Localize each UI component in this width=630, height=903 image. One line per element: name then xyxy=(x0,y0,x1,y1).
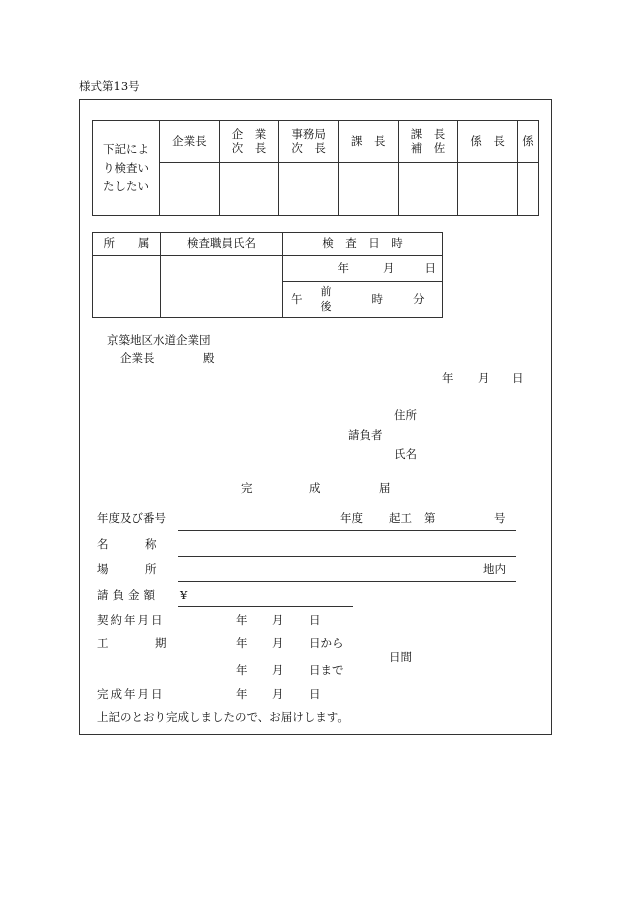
period-days-text: 日間 xyxy=(389,650,412,664)
request-text-cell xyxy=(93,121,160,216)
amount-line[interactable] xyxy=(178,606,353,607)
amount-label: 請負金額 xyxy=(97,588,159,602)
request-text-line: たしたい xyxy=(103,179,149,194)
contractor-address-label: 住所 xyxy=(394,408,417,422)
completion-month: 月 xyxy=(272,687,284,701)
fiscal-year-text: 年度 xyxy=(340,511,363,525)
inspector-header: 検査職員氏名 xyxy=(161,233,283,256)
approval-table xyxy=(92,120,539,216)
inspection-table xyxy=(92,232,443,318)
period-from-text: 日から xyxy=(309,636,344,650)
yen-symbol: ¥ xyxy=(180,588,188,602)
inspection-time[interactable]: 午前 後時 分 xyxy=(283,282,443,318)
completion-year: 年 xyxy=(236,687,248,701)
period-to-month: 月 xyxy=(272,663,284,677)
inspector-value[interactable] xyxy=(161,256,283,318)
approval-header-section-chief: 課 長 xyxy=(338,121,398,163)
number-prefix: 第 xyxy=(424,511,436,525)
submission-day: 日 xyxy=(512,371,524,385)
name-label: 名 称 xyxy=(97,537,157,551)
submission-year: 年 xyxy=(442,371,454,385)
stamp-box[interactable] xyxy=(160,163,220,216)
doc-title-char: 成 xyxy=(309,481,321,495)
period-to-year: 年 xyxy=(236,663,248,677)
place-line[interactable] xyxy=(178,581,516,582)
stamp-box[interactable] xyxy=(338,163,398,216)
contractor-name-label: 氏名 xyxy=(394,447,417,461)
addressee-title: 企業長 xyxy=(120,351,155,365)
contract-month: 月 xyxy=(272,613,284,627)
approval-header-assistant-chief: 課 長 補 佐 xyxy=(398,121,458,163)
contractor-label: 請負者 xyxy=(348,428,383,442)
submission-month: 月 xyxy=(478,371,490,385)
request-text-line: り検査い xyxy=(103,160,149,175)
name-line[interactable] xyxy=(178,556,516,557)
addressee-honorific: 殿 xyxy=(203,351,215,365)
closing-text: 上記のとおり完成しましたので、お届けします。 xyxy=(97,710,349,724)
form-number: 様式第13号 xyxy=(79,79,140,93)
stamp-box[interactable] xyxy=(219,163,279,216)
completion-day: 日 xyxy=(309,687,321,701)
contract-year: 年 xyxy=(236,613,248,627)
number-suffix: 号 xyxy=(494,511,506,525)
period-to-text: 日まで xyxy=(309,663,344,677)
year-number-line[interactable] xyxy=(178,530,516,531)
year-number-label: 年度及び番号 xyxy=(97,511,166,525)
approval-header-deputy: 企 業 次 長 xyxy=(219,121,279,163)
doc-title-char: 完 xyxy=(241,481,253,495)
datetime-header: 検 査 日 時 xyxy=(283,233,443,256)
approval-header-president: 企業長 xyxy=(160,121,220,163)
approval-header-secretariat-deputy: 事務局 次 長 xyxy=(279,121,339,163)
contract-date-label: 契約年月日 xyxy=(97,613,165,627)
dept-header: 所 属 xyxy=(93,233,161,256)
stamp-box[interactable] xyxy=(398,163,458,216)
place-suffix: 地内 xyxy=(483,562,506,576)
addressee-org: 京築地区水道企業団 xyxy=(107,333,211,347)
contract-day: 日 xyxy=(309,613,321,627)
place-label: 場 所 xyxy=(97,562,157,576)
inspection-date[interactable]: 年 月 日 xyxy=(283,256,443,282)
dept-value[interactable] xyxy=(93,256,161,318)
approval-header-staff: 係 xyxy=(517,121,538,163)
period-label: 工 期 xyxy=(97,636,170,650)
stamp-box[interactable] xyxy=(279,163,339,216)
completion-date-label: 完成年月日 xyxy=(97,687,165,701)
period-from-month: 月 xyxy=(272,636,284,650)
period-from-year: 年 xyxy=(236,636,248,650)
request-text-line: 下記によ xyxy=(103,142,149,157)
stamp-box[interactable] xyxy=(458,163,518,216)
doc-title-char: 届 xyxy=(379,481,391,495)
approval-header-subsection-chief: 係 長 xyxy=(458,121,518,163)
stamp-box[interactable] xyxy=(517,163,538,216)
start-text: 起工 xyxy=(389,511,412,525)
